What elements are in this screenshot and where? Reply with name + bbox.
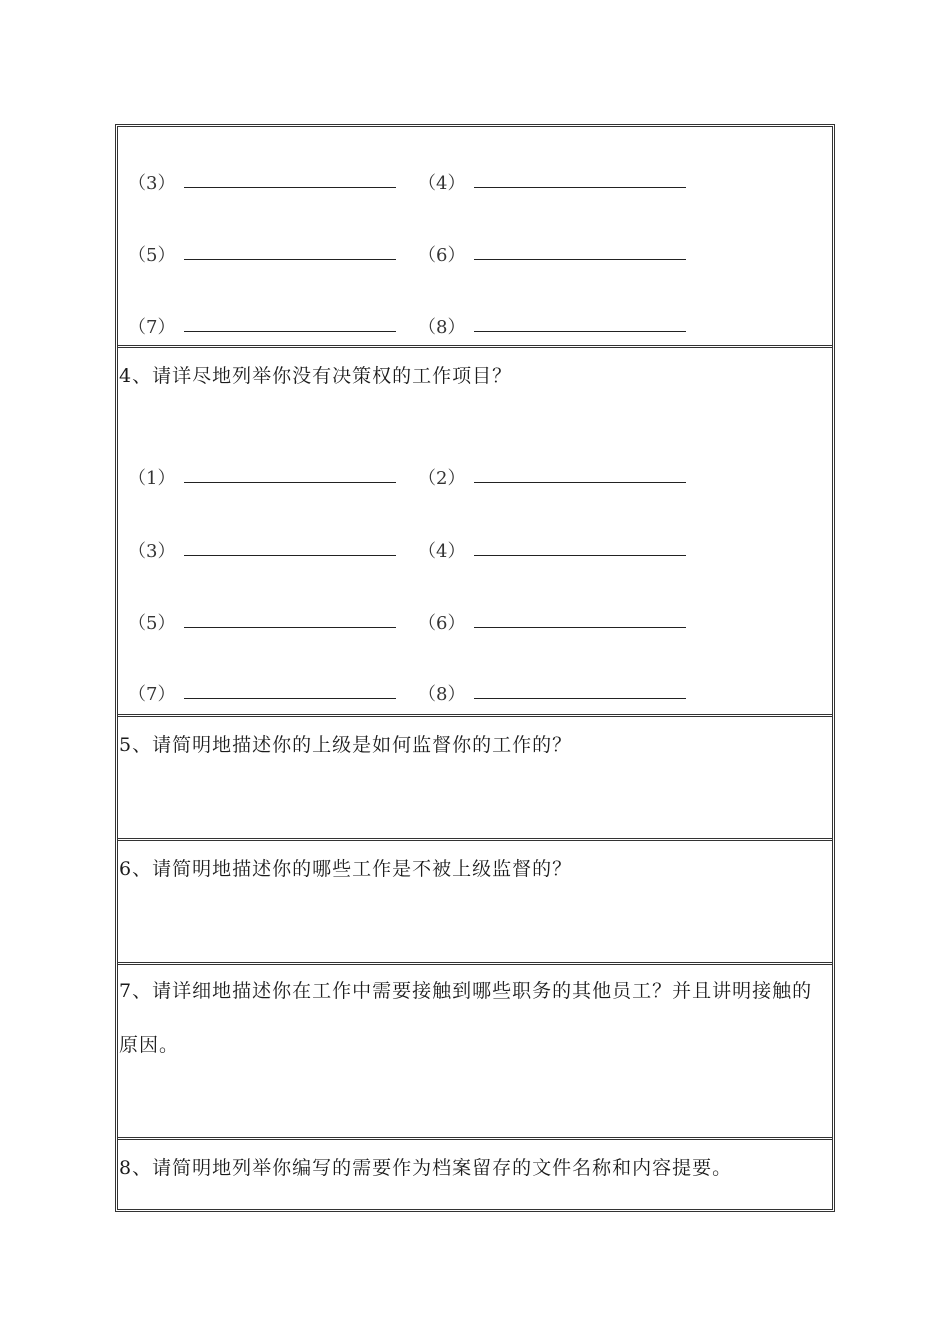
item-number: （5）	[128, 613, 176, 634]
question-5-text: 5、请简明地描述你的上级是如何监督你的工作的？	[119, 734, 573, 756]
answer-line[interactable]	[474, 482, 686, 483]
item-number: （8）	[418, 684, 466, 705]
item-number: （7）	[128, 684, 176, 705]
section-question-7[interactable]	[118, 965, 832, 1137]
item-number: （6）	[418, 245, 466, 266]
section-question-4	[118, 348, 832, 714]
item-number: （2）	[418, 468, 466, 489]
item-number: （7）	[128, 317, 176, 338]
answer-line[interactable]	[474, 555, 686, 556]
question-8-text: 8、请简明地列举你编写的需要作为档案留存的文件名称和内容提要。	[119, 1157, 733, 1179]
question-7-text: 7、请详细地描述你在工作中需要接触到哪些职务的其他员工？并且讲明接触的原因。	[119, 980, 813, 1056]
item-number: （3）	[128, 541, 176, 562]
answer-line[interactable]	[184, 187, 396, 188]
section-question-6[interactable]	[118, 841, 832, 962]
item-number: （5）	[128, 245, 176, 266]
answer-line[interactable]	[184, 555, 396, 556]
item-number: （3）	[128, 173, 176, 194]
section-question-5[interactable]	[118, 717, 832, 838]
answer-line[interactable]	[184, 627, 396, 628]
item-number: （8）	[418, 317, 466, 338]
item-number: （1）	[128, 468, 176, 489]
section-3-continued	[118, 127, 832, 345]
answer-line[interactable]	[474, 331, 686, 332]
answer-line[interactable]	[184, 482, 396, 483]
item-number: （4）	[418, 173, 466, 194]
answer-line[interactable]	[474, 259, 686, 260]
answer-line[interactable]	[184, 698, 396, 699]
questionnaire-table	[115, 124, 835, 1212]
answer-line[interactable]	[184, 331, 396, 332]
answer-line[interactable]	[474, 187, 686, 188]
section-question-8[interactable]	[118, 1140, 832, 1210]
question-6-text: 6、请简明地描述你的哪些工作是不被上级监督的？	[119, 858, 573, 880]
item-number: （6）	[418, 613, 466, 634]
answer-line[interactable]	[474, 698, 686, 699]
answer-line[interactable]	[184, 259, 396, 260]
item-number: （4）	[418, 541, 466, 562]
question-4-text: 4、请详尽地列举你没有决策权的工作项目？	[119, 365, 513, 387]
answer-line[interactable]	[474, 627, 686, 628]
